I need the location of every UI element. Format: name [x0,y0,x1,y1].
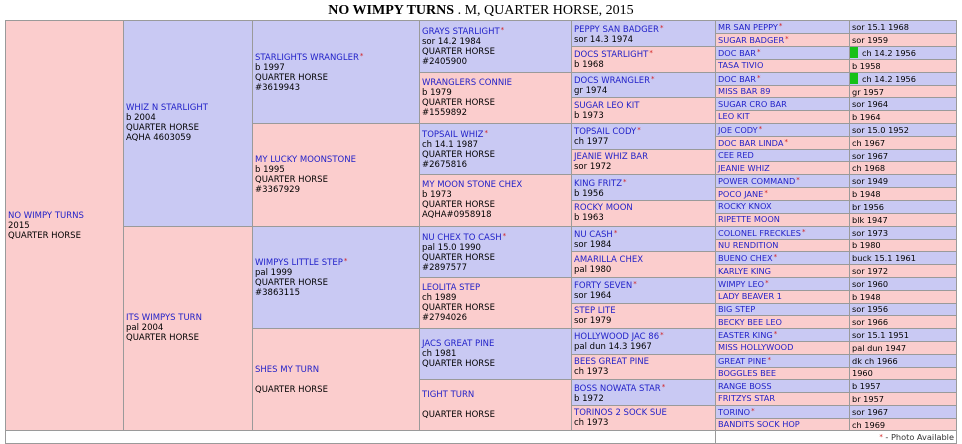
gen5-horse-detail: sor 15.0 1952 [852,124,909,135]
gen5-horse-detail-cell [850,47,957,60]
photo-available-icon: * [661,382,666,391]
gen5-horse-detail-cell [850,239,957,252]
gen2-horse-detail: #3367929 [255,184,300,195]
gen5-horse-detail-cell [850,265,957,278]
gen2-horse-link[interactable]: WIMPYS LITTLE STEP [255,258,343,269]
photo-available-icon: * [765,278,769,287]
gen4-horse-cell [572,277,716,303]
gen3-horse-detail: QUARTER HORSE [422,97,495,108]
gen5-horse-detail-cell [850,226,957,239]
gen5-horse-detail: sor 1967 [852,150,889,161]
gen5-horse-link[interactable]: POWER COMMAND [718,176,796,187]
gen5-horse-detail: b 1948 [852,291,881,302]
gen3-horse-detail: QUARTER HORSE [422,359,495,370]
gen5-horse-link[interactable]: BECKY BEE LEO [718,316,782,327]
gen2-horse-detail: #3863115 [255,288,300,299]
title-details: . M, QUARTER HORSE, 2015 [454,3,634,18]
sire-link[interactable]: WHIZ N STARLIGHT [126,103,208,114]
gen5-horse-detail: ch 1968 [852,163,886,174]
gen5-horse-link[interactable]: JOE CODY [718,124,758,135]
photo-available-icon: * [633,280,637,289]
gen5-horse-detail: b 1957 [852,381,881,392]
gen5-horse-link[interactable]: DOC BAR LINDA [718,137,784,148]
gen5-horse-detail-cell [850,21,957,34]
gen3-horse-detail: b 1979 [422,87,452,98]
gen2-horse-detail: b 1995 [255,164,285,175]
gen5-horse-detail-cell [850,162,957,175]
gen4-horse-cell [572,226,716,252]
gen5-horse-link[interactable]: SUGAR CRO BAR [718,98,787,109]
gen4-horse-cell [572,175,716,201]
green-flag-icon [850,73,859,84]
gen5-horse-link[interactable]: LADY BEAVER 1 [718,291,782,302]
gen4-horse-cell [572,252,716,278]
gen3-horse-link[interactable]: MY MOON STONE CHEX [422,180,523,191]
gen3-horse-detail: QUARTER HORSE [422,410,495,421]
gen5-horse-link[interactable]: EASTER KING [718,329,773,340]
gen5-horse-detail: sor 1964 [852,99,889,110]
gen5-horse-detail: b 1958 [852,60,881,71]
gen5-horse-link[interactable]: MISS HOLLYWOOD [718,342,794,353]
photo-available-icon: * [879,433,883,442]
photo-available-icon: * [484,128,488,137]
photo-available-text: - Photo Available [882,432,954,443]
subject-link[interactable]: NO WIMPY TURNS [8,210,84,221]
gen4-horse-link[interactable]: BOSS NOWATA STAR [574,383,661,394]
gen5-horse-cell [716,85,850,98]
gen5-horse-detail-cell [850,98,957,111]
gen4-horse-detail: b 1972 [574,393,604,404]
photo-available-icon: * [343,257,348,266]
gen5-horse-detail: ch 1969 [852,419,886,430]
gen5-horse-detail-cell [850,393,957,406]
gen4-horse-detail: gr 1974 [574,86,608,97]
subject-year: 2015 [8,220,30,231]
gen3-horse-detail: b 1973 [422,190,452,201]
gen5-horse-detail: ch 14.2 1956 [862,48,916,58]
gen5-horse-detail: sor 1967 [852,406,889,417]
gen3-horse-detail: QUARTER HORSE [422,47,495,58]
gen3-horse-detail: QUARTER HORSE [422,149,495,160]
gen5-horse-cell [716,277,850,290]
gen3-horse-link[interactable]: LEOLITA STEP [422,282,481,293]
photo-available-icon: * [359,51,364,60]
gen3-horse-detail: pal 15.0 1990 [422,242,481,253]
gen5-horse-detail-cell [850,380,957,393]
gen4-horse-detail: b 1963 [574,213,604,224]
gen2-horse-detail: QUARTER HORSE [255,72,328,83]
gen5-horse-cell [716,418,850,431]
gen5-horse-link[interactable]: GREAT PINE [718,355,767,366]
green-flag-icon [850,47,859,58]
gen5-horse-cell [716,316,850,329]
gen5-horse-link[interactable]: JEANIE WHIZ [718,162,770,173]
photo-available-icon: * [756,48,761,56]
gen5-horse-detail: sor 1956 [852,304,889,315]
photo-available-icon: * [796,176,800,185]
gen3-horse-cell [420,21,572,73]
gen5-horse-detail-cell [850,213,957,226]
photo-available-icon: * [767,355,771,364]
gen4-horse-detail: b 1956 [574,188,604,199]
gen3-horse-detail: sor 14.2 1984 [422,37,482,48]
photo-available-icon: * [637,126,641,135]
photo-available-icon: * [613,228,618,237]
gen5-horse-link[interactable]: WIMPY LEO [718,278,765,289]
gen5-horse-cell [716,60,850,73]
gen5-horse-detail-cell [850,201,957,214]
gen3-horse-detail: #2794026 [422,312,467,323]
gen3-horse-detail: AQHA#0958918 [422,210,492,221]
gen3-horse-detail: ch 14.1 1987 [422,139,479,150]
sire-detail: AQHA 4603059 [126,133,192,144]
gen3-horse-detail: ch 1981 [422,349,457,360]
gen3-horse-cell [420,277,572,328]
gen4-horse-link[interactable]: JEANIE WHIZ BAR [574,151,649,162]
gen5-horse-cell [716,136,850,149]
gen5-horse-detail: b 1948 [852,189,881,200]
gen5-horse-cell [716,72,850,85]
pedigree-row [6,21,957,34]
gen5-horse-detail: sor 1949 [852,176,889,187]
photo-available-icon: * [502,231,507,240]
gen5-horse-detail: br 1956 [852,201,885,212]
photo-available-icon: * [651,75,655,84]
gen5-horse-link[interactable]: MR SAN PEPPY [718,22,778,32]
subject-breed: QUARTER HORSE [8,230,81,241]
gen3-horse-link[interactable]: NU CHEX TO CASH [422,232,502,243]
gen5-horse-cell [716,47,850,60]
gen5-horse-cell [716,111,850,124]
gen5-horse-detail-cell [850,175,957,188]
gen5-horse-cell [716,239,850,252]
photo-available-icon: * [623,177,627,186]
gen2-horse-link[interactable]: MY LUCKY MOONSTONE [255,154,356,165]
gen5-horse-cell [716,265,850,278]
photo-available-icon: * [784,137,788,146]
gen3-horse-link[interactable]: TOPSAIL WHIZ [422,129,484,140]
gen4-horse-cell [572,47,716,73]
gen4-horse-cell [572,72,716,98]
gen5-horse-cell [716,303,850,316]
pedigree-table [5,20,957,444]
gen4-horse-detail: sor 1984 [574,239,612,250]
gen5-horse-cell [716,149,850,162]
sire-detail: QUARTER HORSE [126,123,199,134]
gen3-horse-cell [420,72,572,123]
gen4-horse-detail: b 1968 [574,60,604,71]
gen5-horse-cell [716,252,850,265]
gen4-horse-cell [572,405,716,431]
gen3-horse-cell [420,226,572,277]
gen4-horse-detail: sor 1972 [574,161,612,172]
gen5-horse-detail-cell [850,252,957,265]
photo-available-icon: * [751,406,755,415]
gen5-horse-cell [716,380,850,393]
gen5-horse-detail: b 1980 [852,240,881,251]
gen5-horse-detail: ch 14.2 1956 [862,73,916,84]
gen3-horse-detail: #1559892 [422,107,467,118]
gen4-horse-detail: ch 1977 [574,137,609,148]
gen4-horse-detail: b 1973 [574,110,604,121]
gen3-horse-cell [420,175,572,226]
gen5-horse-detail-cell [850,290,957,303]
gen5-horse-cell [716,290,850,303]
gen5-horse-detail: blk 1947 [852,214,888,225]
gen5-horse-cell [716,201,850,214]
dam-cell [124,226,253,431]
gen5-horse-link[interactable]: POCO JANE [718,189,764,200]
gen3-horse-link[interactable]: GRAYS STARLIGHT [422,27,500,38]
gen3-horse-detail: #2897577 [422,262,467,273]
gen5-horse-detail: br 1957 [852,393,885,404]
dam-detail: pal 2004 [126,323,164,334]
gen5-horse-detail-cell [850,303,957,316]
gen5-horse-cell [716,34,850,47]
gen5-horse-detail: sor 15.1 1968 [852,22,909,32]
gen5-horse-link[interactable]: ROCKY KNOX [718,201,772,212]
gen4-horse-link[interactable]: DOCS WRANGLER [574,76,651,87]
photo-available-icon: * [773,329,778,338]
gen5-horse-detail: buck 15.1 1961 [852,253,916,264]
gen5-horse-detail: gr 1957 [852,86,885,97]
gen4-horse-detail: sor 1964 [574,291,612,302]
gen5-horse-cell [716,98,850,111]
gen4-horse-cell [572,201,716,226]
photo-available-icon: * [764,189,768,198]
gen4-horse-cell [572,303,716,328]
gen5-horse-link[interactable]: DOC BAR [718,73,756,84]
gen4-horse-link[interactable]: TORINOS 2 SOCK SUE [574,408,667,419]
gen5-horse-link[interactable]: BOGGLES BEE [718,367,777,378]
page-title [0,3,962,19]
gen3-horse-link[interactable]: JACS GREAT PINE [422,339,495,350]
photo-available-icon: * [649,49,653,58]
gen2-horse-detail: QUARTER HORSE [255,278,328,289]
gen5-horse-detail-cell [850,111,957,124]
gen5-horse-link[interactable]: BUENO CHEX [718,253,773,264]
gen3-horse-link[interactable]: WRANGLERS CONNIE [422,77,513,88]
gen4-horse-cell [572,123,716,149]
gen3-horse-detail: QUARTER HORSE [422,252,495,263]
gen2-horse-detail: QUARTER HORSE [255,384,328,395]
gen4-horse-cell [572,354,716,380]
gen5-horse-detail-cell [850,316,957,329]
gen2-horse-link[interactable]: STARLIGHTS WRANGLER [255,52,359,63]
gen5-horse-cell [716,123,850,136]
gen5-horse-detail-cell [850,60,957,73]
gen5-horse-link[interactable]: RANGE BOSS [718,380,772,391]
gen5-horse-detail: sor 1959 [852,35,889,45]
gen4-horse-detail: pal 1980 [574,264,612,275]
gen5-horse-detail: sor 1972 [852,266,889,277]
gen5-horse-link[interactable]: BIG STEP [718,303,756,314]
gen4-horse-link[interactable]: TOPSAIL CODY [574,127,637,138]
gen5-horse-cell [716,367,850,380]
gen4-horse-cell [572,328,716,354]
gen5-horse-detail: ch 1967 [852,137,886,148]
gen5-horse-detail: sor 1973 [852,227,889,238]
photo-available-icon: * [785,35,789,43]
gen5-horse-detail: sor 15.1 1951 [852,329,909,340]
gen5-horse-link[interactable]: TASA TIVIO [718,60,764,71]
gen5-horse-cell [716,226,850,239]
gen5-horse-detail-cell [850,341,957,354]
photo-available-icon: * [659,23,664,32]
gen2-horse-cell [253,328,420,430]
gen4-horse-detail: sor 1979 [574,315,612,326]
dam-link[interactable]: ITS WIMPYS TURN [126,313,202,324]
gen5-horse-cell [716,393,850,406]
gen5-horse-link[interactable]: FRITZYS STAR [718,393,776,404]
gen5-horse-cell [716,405,850,418]
subject-cell [6,21,124,431]
gen2-horse-cell [253,226,420,328]
gen5-horse-detail-cell [850,123,957,136]
gen5-horse-detail: dk ch 1966 [852,355,898,366]
gen4-horse-link[interactable]: SUGAR LEO KIT [574,100,640,111]
gen4-horse-cell [572,21,716,47]
gen4-horse-link[interactable]: NU CASH [574,229,613,240]
gen5-horse-link[interactable]: NU RENDITION [718,239,779,250]
gen2-horse-detail: pal 1999 [255,268,293,279]
gen4-horse-detail: sor 14.3 1974 [574,34,634,45]
gen5-horse-detail-cell [850,354,957,367]
gen3-horse-detail: #2675816 [422,159,467,170]
gen5-horse-detail: sor 1966 [852,317,889,328]
gen2-horse-detail: QUARTER HORSE [255,174,328,185]
gen5-horse-detail-cell [850,367,957,380]
gen5-horse-link[interactable]: KARLYE KING [718,265,772,276]
gen5-horse-link[interactable]: CEE RED [718,150,754,161]
gen5-horse-detail-cell [850,328,957,341]
gen5-horse-detail-cell [850,34,957,47]
gen5-horse-detail-cell [850,277,957,290]
gen5-horse-cell [716,354,850,367]
photo-available-icon: * [660,331,664,340]
gen5-horse-link[interactable]: TORINO [718,406,751,417]
sire-cell [124,21,253,227]
gen2-horse-link[interactable]: SHES MY TURN [255,364,320,375]
gen3-horse-detail: QUARTER HORSE [422,200,495,211]
gen3-horse-cell [420,380,572,431]
pedigree-row [6,226,957,239]
gen3-horse-detail: #2405900 [422,57,467,68]
gen5-horse-cell [716,213,850,226]
gen5-horse-cell [716,175,850,188]
gen5-horse-link[interactable]: COLONEL FRECKLES [718,227,801,238]
gen5-horse-detail-cell [850,149,957,162]
gen4-horse-link[interactable]: DOCS STARLIGHT [574,50,649,61]
gen2-horse-detail: #3619943 [255,82,300,93]
gen5-horse-detail: pal dun 1947 [852,342,907,353]
gen5-horse-link[interactable]: LEO KIT [718,111,750,122]
gen5-horse-detail: 1960 [852,368,873,379]
gen3-horse-link[interactable]: TIGHT TURN [422,390,475,401]
gen5-horse-cell [716,21,850,34]
sire-detail: b 2004 [126,113,156,124]
gen4-horse-link[interactable]: PEPPY SAN BADGER [574,24,659,35]
gen5-horse-link[interactable]: SUGAR BADGER [718,35,785,45]
title-horse-name: NO WIMPY TURNS [328,3,455,18]
gen5-horse-detail-cell [850,136,957,149]
photo-available-icon: * [756,73,761,82]
photo-available-icon: * [758,124,763,133]
gen4-horse-link[interactable]: FORTY SEVEN [574,281,633,292]
gen4-horse-cell [572,149,716,174]
gen4-horse-detail: pal dun 14.3 1967 [574,342,652,353]
gen4-horse-cell [572,98,716,123]
photo-available-icon: * [500,26,505,35]
gen5-horse-detail-cell [850,188,957,201]
gen3-horse-cell [420,328,572,379]
gen4-horse-link[interactable]: STEP LITE [574,305,616,316]
gen4-horse-link[interactable]: AMARILLA CHEX [574,254,644,265]
gen5-horse-detail-cell [850,72,957,85]
gen3-horse-cell [420,123,572,174]
gen3-horse-detail: ch 1989 [422,292,457,303]
gen2-horse-cell [253,21,420,124]
gen5-horse-link[interactable]: MISS BAR 89 [718,86,771,97]
gen5-horse-detail-cell [850,85,957,98]
photo-available-icon: * [801,227,806,236]
gen4-horse-link[interactable]: ROCKY MOON [574,203,633,214]
gen5-horse-link[interactable]: DOC BAR [718,48,756,58]
gen5-horse-detail: sor 1960 [852,278,889,289]
gen5-horse-link[interactable]: BANDITS SOCK HOP [718,419,800,430]
photo-available-icon: * [778,22,783,30]
gen5-horse-detail-cell [850,418,957,431]
gen4-horse-cell [572,380,716,405]
gen4-horse-link[interactable]: KING FRITZ [574,178,623,189]
gen5-horse-detail-cell [850,405,957,418]
gen4-horse-detail: ch 1973 [574,366,609,377]
gen2-horse-detail: b 1997 [255,62,285,73]
gen3-horse-detail: QUARTER HORSE [422,302,495,313]
dam-detail: QUARTER HORSE [126,333,199,344]
gen4-horse-link[interactable]: BEES GREAT PINE [574,356,649,367]
gen2-horse-cell [253,123,420,226]
gen4-horse-detail: ch 1973 [574,418,609,429]
gen5-horse-detail: b 1964 [852,111,881,122]
gen5-horse-cell [716,328,850,341]
gen5-horse-cell [716,188,850,201]
gen5-horse-cell [716,162,850,175]
photo-available-icon: * [773,253,778,262]
gen5-horse-cell [716,341,850,354]
gen5-horse-link[interactable]: RIPETTE MOON [718,214,780,225]
gen4-horse-link[interactable]: HOLLYWOOD JAC 86 [574,332,660,343]
